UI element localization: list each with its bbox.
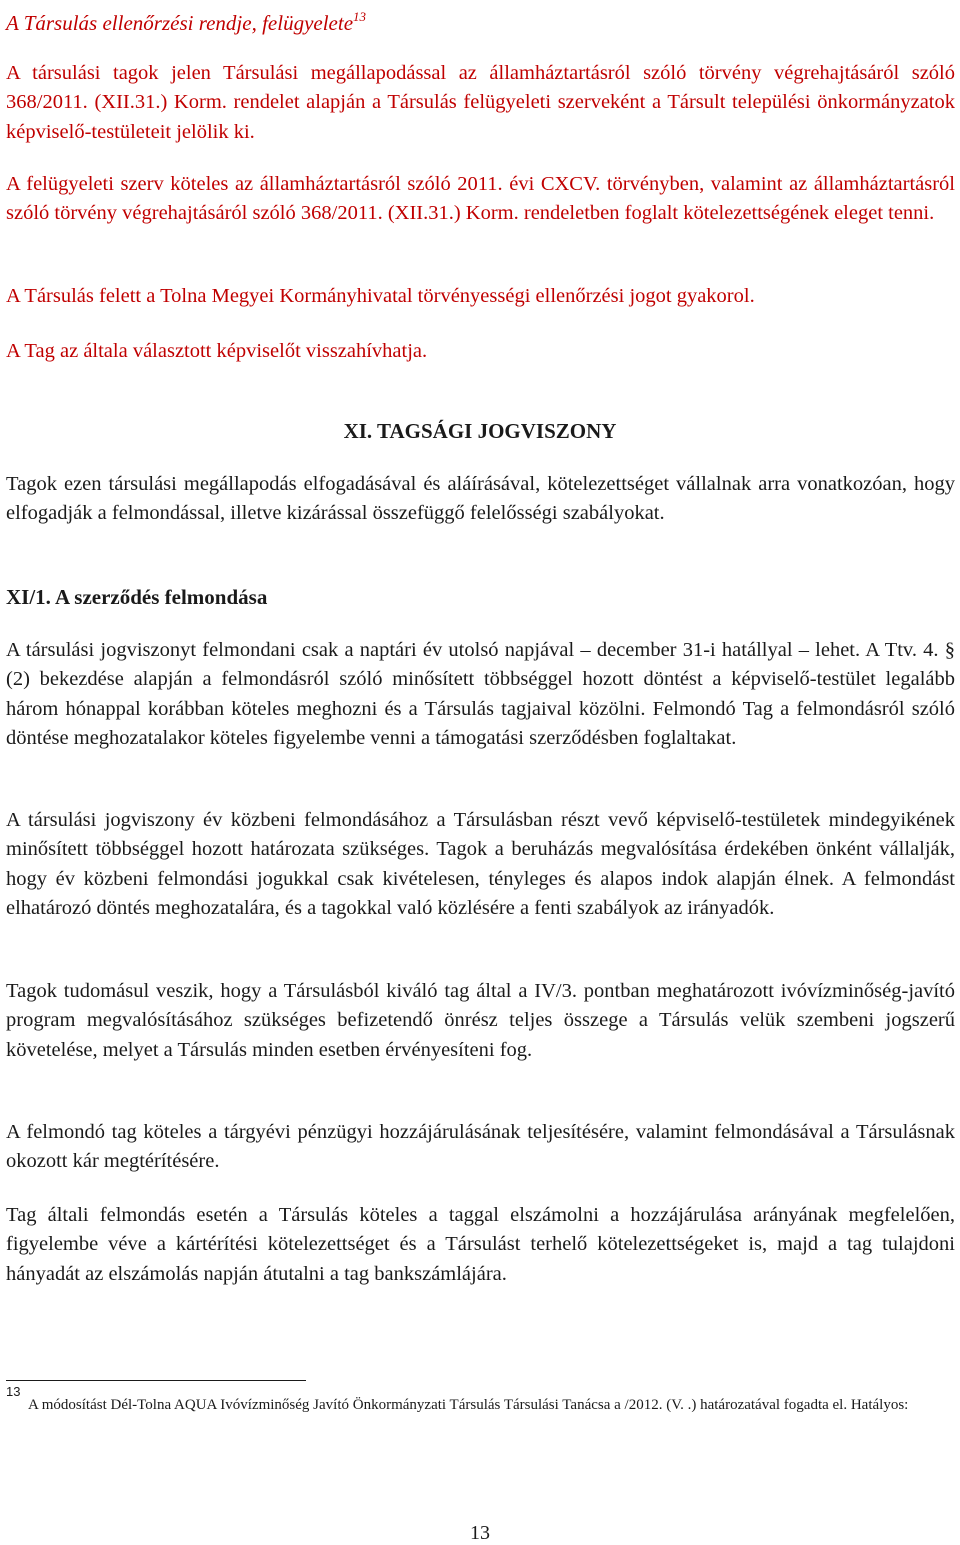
body-paragraph-1: A társulási jogviszonyt felmondani csak a naptári év utolsó napjával – december 31-i hatállyal – lehet. A Ttv. 4. § (2) bekezdése alapján a felmondásról szóló minősített többséggel hozott döntést a képviselő-testület legalább három hónappal korábban köteles meghozni és a Társulás tagjaival közölni. Felmondó Tag a felmondásról szóló döntése meghozatalakor köteles figyelembe venni a támogatási szerződésben foglaltakat. — [6, 639, 955, 749]
body-paragraph-2: A társulási jogviszony év közbeni felmondásához a Társulásban részt vevő képviselő-testületek mindegyikének minősített többséggel hozott határozata szükséges. Tagok a beruházás megvalósítása érdekében önként vállalják, hogy év közbeni felmondási jogukkal csak kivételesen, tényleges és alapos indok alapján élnek. A felmondást elhatározó döntés meghozatalára, és a tagokkal való közlésére a fenti szabályok az irányadók. — [6, 809, 955, 919]
page-number: 13 — [470, 1522, 490, 1544]
red-paragraph-4: A Tag az általa választott képviselőt visszahívhatja. — [6, 340, 428, 362]
footnote-number: 13 — [6, 1384, 21, 1399]
footnote-separator — [6, 1380, 306, 1381]
red-paragraph-2: A felügyeleti szerv köteles az államháztartásról szóló 2011. évi CXCV. törvényben, valamint az államháztartásról szóló törvény végrehajtásáról szóló 368/2011. (XII.31.) Korm. rendeletben foglalt kötelezettségének eleget tenni. — [6, 173, 955, 225]
body-paragraph-3: Tagok tudomásul veszik, hogy a Társulásból kiváló tag által a IV/3. pontban meghatározott ivóvízminőség-javító program megvalósításához szükséges befizetendő önrész teljes összege a Társulás velük szembeni jogszerű követelése, melyet a Társulás minden esetben érvényesíteni fog. — [6, 980, 955, 1061]
red-paragraph-3: A Társulás felett a Tolna Megyei Kormányhivatal törvényességi ellenőrzési jogot gyakorol. — [6, 285, 755, 307]
body-paragraph-4: A felmondó tag köteles a tárgyévi pénzügyi hozzájárulásának teljesítésére, valamint felmondásával a Társulásnak okozott kár megtérítésére. — [6, 1121, 955, 1173]
footnote-ref: 13 — [353, 9, 367, 24]
section-heading — [6, 2, 366, 38]
footnote-text: A módosítást Dél-Tolna AQUA Ivóvízminőség Javító Önkormányzati Társulás Társulási Tanácsa a /2012. (V. .) határozatával fogadta el. Hatályos: — [28, 1397, 909, 1413]
subsection-title: XI/1. A szerződés felmondása — [6, 585, 268, 609]
section-heading-text: A Társulás ellenőrzési rendje, felügyelete — [6, 11, 354, 35]
section-title: XI. TAGSÁGI JOGVISZONY — [343, 419, 617, 443]
red-paragraph-1: A társulási tagok jelen Társulási megállapodással az államháztartásról szóló törvény végrehajtásáról szóló 368/2011. (XII.31.) Korm. rendelet alapján a Társulás felügyeleti szerveként a Társult települési önkormányzatok képviselő-testületeit jelölik ki. — [6, 62, 955, 143]
body-paragraph-5: Tag általi felmondás esetén a Társulás köteles a taggal elszámolni a hozzájárulása arányának megfelelően, figyelembe véve a kártérítési kötelezettséget és a Társulást terhelő kötelezettségeket is, majd a tag tulajdoni hányadát az elszámolás napján átutalni a tag bankszámlájára. — [6, 1204, 955, 1285]
section-intro: Tagok ezen társulási megállapodás elfogadásával és aláírásával, kötelezettséget vállalnak arra vonatkozóan, hogy elfogadják a felmondással, illetve kizárással összefüggő felelősségi szabályokat. — [6, 473, 955, 525]
